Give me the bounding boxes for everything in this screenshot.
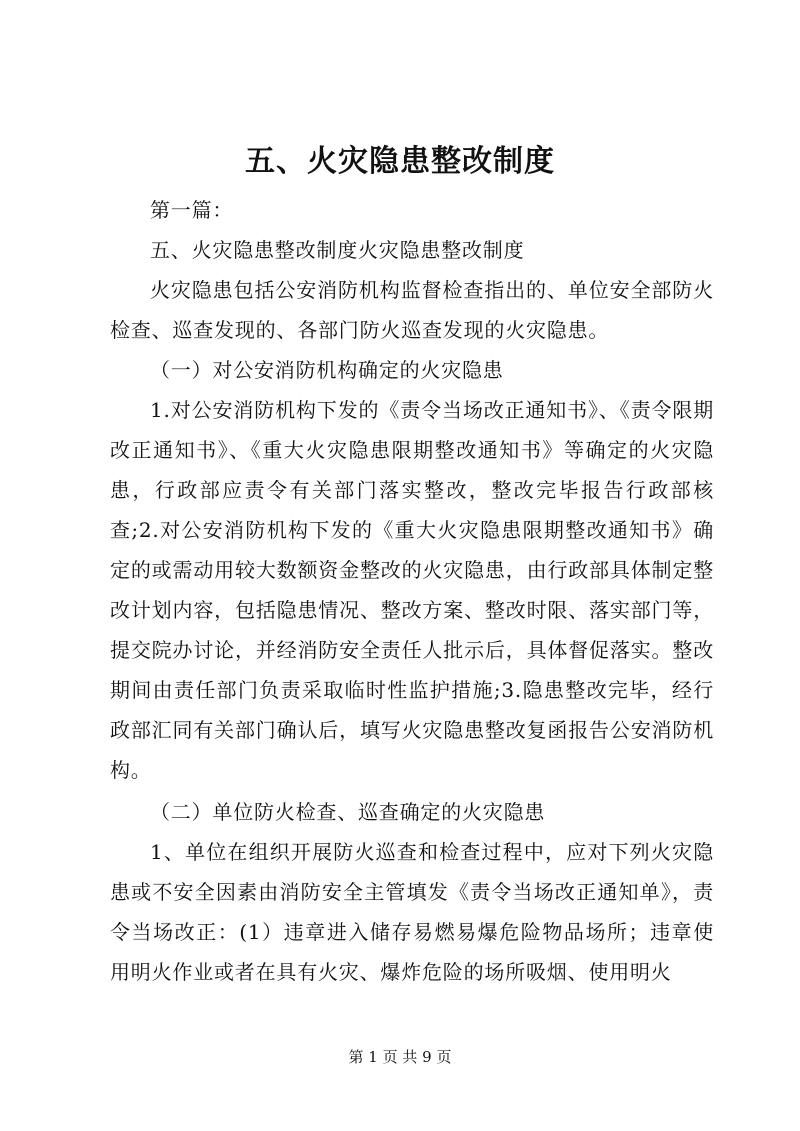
subheading-unit-inspection-hazards: （二）单位防火检查、巡查确定的火灾隐患 [150,800,546,824]
paragraph-hazard-definition: 火灾隐患包括公安消防机构监督检查指出的、单位安全部防火检查、巡查发现的、各部门防火巡查发现的火灾隐患。 [110,278,714,342]
paragraph-part-label: 第一篇： [150,198,234,222]
paragraph-public-security-procedures: 1.对公安消防机构下发的《责令当场改正通知书》、《责令限期改正通知书》、《重大火灾隐患限期整改通知书》等确定的火灾隐患，行政部应责令有关部门落实整改，整改完毕报告行政部核查;2.对公安消防机构下发的《重大火灾隐患限期整改通知书》确定的或需动用较大数额资金整改的火灾隐患，由行政部具体制定整改计划内容，包括隐患情况、整改方案、整改时限、落实部门等，提交院办讨论，并经消防安全责任人批示后，具体督促落实。整改期间由责任部门负责采取临时性监护措施;3.隐患整改完毕，经行政部汇同有关部门确认后，填写火灾隐患整改复函报告公安消防机构。 [110,398,714,782]
document-title: 五、火灾隐患整改制度 [245,144,555,179]
paragraph-unit-inspection-procedures: 1、单位在组织开展防火巡查和检查过程中，应对下列火灾隐患或不安全因素由消防安全主管填发《责令当场改正通知单》，责令当场改正：(1）违章进入储存易燃易爆危险物品场所；违章使用明火作业或者在具有火灾、爆炸危险的场所吸烟、使用明火 [110,840,714,984]
paragraph-section-heading: 五、火灾隐患整改制度火灾隐患整改制度 [150,238,525,262]
subheading-public-security-hazards: （一）对公安消防机构确定的火灾隐患 [150,358,504,382]
page-number: 第 1 页 共 9 页 [348,1048,452,1066]
